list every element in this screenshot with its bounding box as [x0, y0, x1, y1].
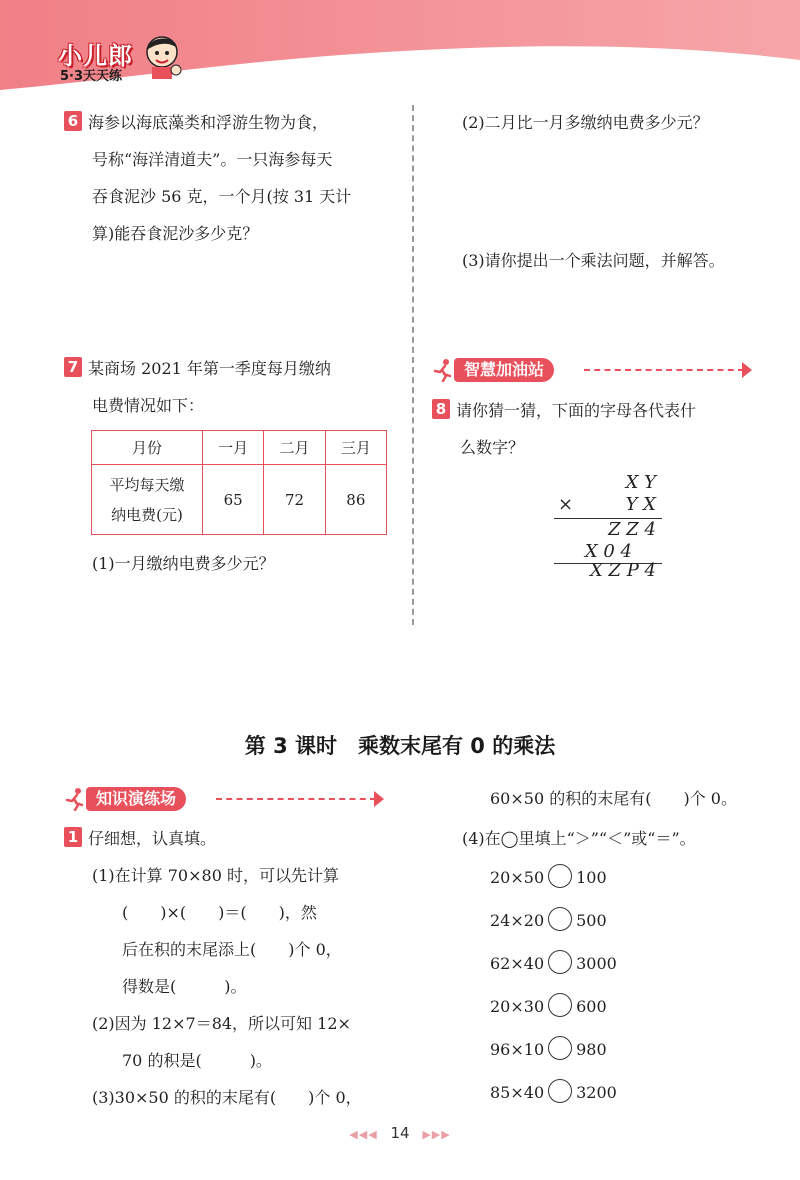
table-value-mar: 86 [325, 465, 386, 535]
comparison-row [490, 950, 750, 993]
q6-line-3: 吞食泥沙 56 克，一个月(按 31 天计 [92, 187, 352, 206]
puzzle-row-2: Y X [625, 494, 656, 515]
left-arrows-icon: ◀◀◀ [349, 1128, 378, 1141]
q6-line-4: 算)能吞食泥沙多少克？ [92, 224, 259, 243]
table-row-label [92, 465, 203, 535]
electricity-fee-table [91, 430, 387, 535]
puzzle-row-4: X 0 4 [584, 541, 632, 562]
comparison-left: 62×40 [490, 954, 545, 973]
question-number-6: 6 [64, 111, 82, 131]
letter-puzzle [550, 472, 662, 582]
wisdom-banner-line [584, 369, 744, 371]
comparison-right: 980 [576, 1040, 607, 1059]
question-number-8: 8 [432, 399, 450, 419]
column-divider [412, 105, 414, 625]
comparison-right: 100 [576, 868, 607, 887]
q1-part1-line-3: 后在积的末尾添上( )个 0， [122, 940, 342, 959]
comparison-row [490, 1079, 750, 1122]
wisdom-banner-label: 智慧加油站 [454, 358, 554, 382]
wisdom-banner-arrow-icon [742, 362, 752, 378]
runner-icon [432, 358, 454, 382]
puzzle-result: X Z P 4 [589, 560, 656, 581]
table-header-feb: 二月 [264, 431, 325, 465]
right-arrows-icon: ▶▶▶ [422, 1128, 451, 1141]
question-8 [432, 392, 772, 466]
table-row-label-line-2: 纳电费(元) [111, 505, 183, 524]
table-value-jan: 65 [203, 465, 264, 535]
comparison-right: 500 [576, 911, 607, 930]
comparison-right: 3200 [576, 1083, 617, 1102]
q1-part3-line: (3)30×50 的积的末尾有( )个 0， [92, 1088, 362, 1107]
q1-part1-line-4: 得数是( )。 [122, 977, 247, 996]
q1-part3-continued: 60×50 的积的末尾有( )个 0。 [490, 789, 737, 808]
question-1 [64, 820, 404, 1116]
lesson-title: 第 3 课时 乘数末尾有 0 的乘法 [244, 734, 556, 758]
comparison-left: 96×10 [490, 1040, 545, 1059]
compare-circle-input[interactable] [548, 1036, 572, 1060]
logo-title: 小儿郎 [58, 42, 133, 70]
q7-line-1: 某商场 2021 年第一季度每月缴纳 [88, 359, 331, 378]
knowledge-banner-label: 知识演练场 [86, 787, 186, 811]
puzzle-row-1: X Y [625, 472, 656, 493]
comparison-row [490, 907, 750, 950]
q7-line-2: 电费情况如下： [92, 396, 205, 415]
table-value-feb: 72 [264, 465, 325, 535]
mascot-icon [140, 30, 184, 80]
logo-subtitle: 5·3天天练 [60, 69, 123, 84]
q1-part4-title: (4)在◯里填上“＞”“＜”或“＝”。 [462, 829, 696, 848]
question-6 [64, 104, 394, 252]
page-number-bar [0, 1124, 800, 1142]
comparison-left: 20×30 [490, 997, 545, 1016]
q8-line-1: 请你猜一猜，下面的字母各代表什 [456, 401, 697, 420]
compare-circle-input[interactable] [548, 1079, 572, 1103]
question-number-1: 1 [64, 827, 82, 847]
knowledge-banner [64, 787, 394, 813]
comparison-right: 600 [576, 997, 607, 1016]
compare-circle-input[interactable] [548, 864, 572, 888]
comparison-left: 85×40 [490, 1083, 545, 1102]
knowledge-banner-arrow-icon [374, 791, 384, 807]
compare-circle-input[interactable] [548, 993, 572, 1017]
comparison-list [490, 864, 750, 1122]
question-number-7: 7 [64, 357, 82, 377]
question-7 [64, 350, 394, 424]
table-header-jan: 一月 [203, 431, 264, 465]
q1-title: 仔细想，认真填。 [88, 829, 217, 848]
comparison-row [490, 864, 750, 907]
compare-circle-input[interactable] [548, 950, 572, 974]
q7-sub-2: (2)二月比一月多缴纳电费多少元？ [462, 113, 709, 132]
knowledge-banner-line [216, 798, 376, 800]
q8-line-2: 么数字？ [460, 438, 525, 457]
page-number: 14 [390, 1124, 410, 1142]
q6-line-2: 号称“海洋清道夫”。一只海参每天 [92, 150, 333, 169]
puzzle-row-3: Z Z 4 [608, 519, 656, 540]
q1-part2-line-1: (2)因为 12×7＝84，所以可知 12× [92, 1014, 351, 1033]
comparison-row [490, 1036, 750, 1079]
q6-line-1: 海参以海底藻类和浮游生物为食， [88, 113, 329, 132]
table-header-mar: 三月 [325, 431, 386, 465]
q7-sub-3: (3)请你提出一个乘法问题，并解答。 [462, 251, 725, 270]
q1-part1-line-2: ( )×( )＝( )，然 [122, 903, 317, 922]
compare-circle-input[interactable] [548, 907, 572, 931]
wisdom-banner [432, 358, 762, 384]
comparison-right: 3000 [576, 954, 617, 973]
q1-part1-line-1: (1)在计算 70×80 时，可以先计算 [92, 866, 339, 885]
table-header-month: 月份 [92, 431, 203, 465]
q1-part2-line-2: 70 的积是( )。 [122, 1051, 272, 1070]
table-row-label-line-1: 平均每天缴 [109, 475, 185, 494]
puzzle-times: × [558, 494, 574, 515]
comparison-row [490, 993, 750, 1036]
comparison-left: 20×50 [490, 868, 545, 887]
comparison-left: 24×20 [490, 911, 545, 930]
runner-icon [64, 787, 86, 811]
q7-sub-1: (1)一月缴纳电费多少元？ [92, 554, 275, 573]
